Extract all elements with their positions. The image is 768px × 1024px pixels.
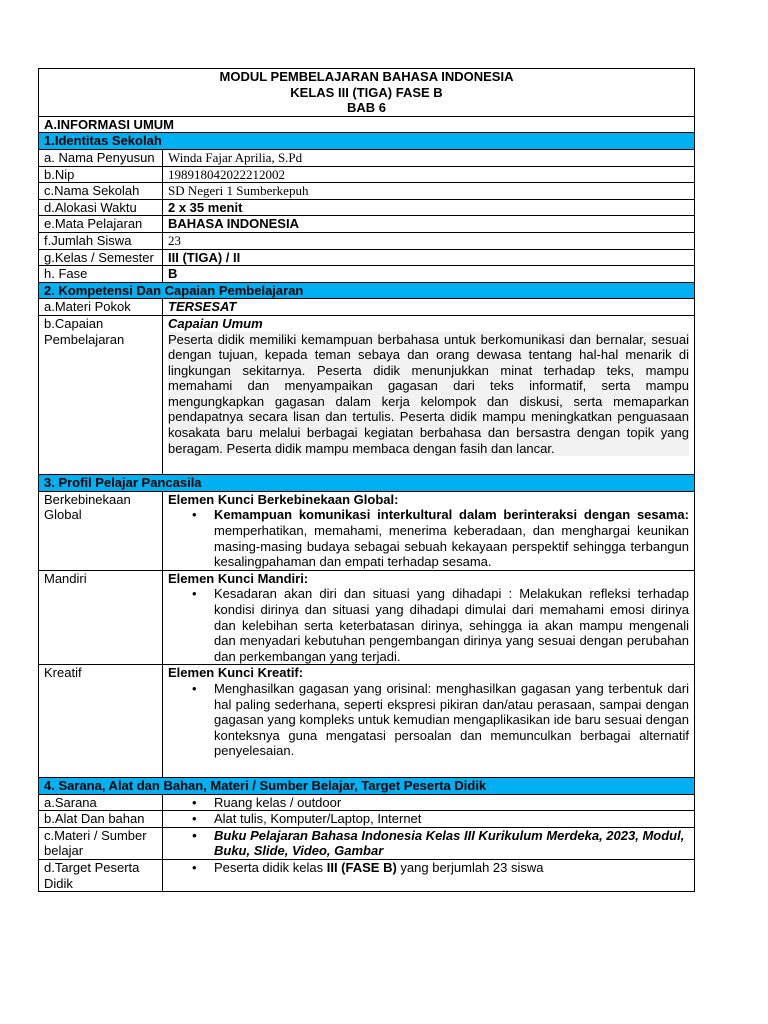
row-alat-bahan (39, 811, 695, 828)
field-label: d.Target Peserta Didik (39, 859, 163, 891)
field-value: BAHASA INDONESIA (163, 216, 695, 233)
field-label: Berkebinekaan Global (39, 491, 163, 570)
section-sarana (39, 777, 695, 794)
section-kompetensi (39, 282, 695, 299)
field-value: 2 x 35 menit (163, 199, 695, 216)
field-label: e.Mata Pelajaran (39, 216, 163, 233)
element-heading: Elemen Kunci Berkebinekaan Global: (168, 491, 399, 507)
document-header (39, 69, 695, 117)
field-value: 23 (163, 232, 695, 249)
field-label: f.Jumlah Siswa (39, 232, 163, 249)
row-nama-penyusun (39, 149, 695, 166)
list-item: • Menghasilkan gagasan yang orisinal: menghasilkan gagasan yang terbentuk dari hal paling sederhana, seperti ekspresi pikiran dan/atau perasaan, sampai dengan gagasan yang kompleks untuk kemudian mengaplikasikan ide baru sesuai dengan konteksnya guna mengatasi persoalan dan memunculkan berbagai alternatif penyelesaian. (214, 681, 689, 759)
header-chapter: BAB 6 (346, 100, 386, 116)
header-class: KELAS III (TIGA) FASE B (290, 84, 443, 100)
list-item: • Ruang kelas / outdoor (214, 795, 689, 811)
field-value: SD Negeri 1 Sumberkepuh (163, 183, 695, 200)
field-label: b.Alat Dan bahan (39, 811, 163, 828)
target-class: III (FASE B) (326, 859, 397, 875)
field-value: III (TIGA) / II (163, 249, 695, 266)
section-title: 3. Profil Pelajar Pancasila (39, 475, 695, 492)
bullet-list (168, 681, 689, 759)
field-label: Kreatif (39, 665, 163, 778)
field-label: c.Nama Sekolah (39, 183, 163, 200)
row-berkebinekaan (39, 491, 695, 570)
row-nama-sekolah (39, 183, 695, 200)
element-heading: Elemen Kunci Mandiri: (168, 570, 309, 586)
capaian-heading: Capaian Umum (168, 315, 263, 331)
bullet-list (168, 507, 689, 569)
field-label: a.Materi Pokok (39, 299, 163, 316)
bullet-list (168, 860, 689, 876)
row-kelas-semester (39, 249, 695, 266)
field-label: c.Materi / Sumber belajar (39, 827, 163, 859)
list-item: • Kesadaran akan diri dan situasi yang dihadapi : Melakukan refleksi terhadap kondisi dirinya dan situasi yang dihadapi dimulai dari memahami emosi dirinya dan kelebihan serta keterbatasan dirinya, sehingga ia akan mampu mengenali dan menyadari kebutuhan pengembangan dirinya yang sesuai dengan perubahan dan perkembangan yang terjadi. (214, 586, 689, 664)
section-profil-pelajar (39, 475, 695, 492)
row-mandiri (39, 570, 695, 665)
bullet-bold-text: Kemampuan komunikasi interkultural dalam berinteraksi dengan sesama: (214, 507, 689, 523)
field-label: a.Sarana (39, 794, 163, 811)
row-sarana (39, 794, 695, 811)
element-heading: Elemen Kunci Kreatif: (168, 665, 304, 681)
field-label: d.Alokasi Waktu (39, 199, 163, 216)
header-title: MODUL PEMBELAJARAN BAHASA INDONESIA (219, 69, 514, 84)
module-table (38, 68, 695, 892)
section-title: 4. Sarana, Alat dan Bahan, Materi / Sumber Belajar, Target Peserta Didik (39, 777, 695, 794)
list-item: • Alat tulis, Komputer/Laptop, Internet (214, 811, 689, 827)
field-value: Winda Fajar Aprilia, S.Pd (163, 149, 695, 166)
bullet-list (168, 811, 689, 827)
list-item (214, 860, 689, 876)
field-label: h. Fase (39, 266, 163, 283)
informasi-umum-row (39, 116, 695, 133)
bullet-list (168, 795, 689, 811)
row-capaian-pembelajaran (39, 315, 695, 474)
bullet-list (168, 586, 689, 664)
capaian-text: Peserta didik memiliki kemampuan berbahasa untuk berkomunikasi dan bernalar, sesuai dengan tujuan, kepada teman sebaya dan orang dewasa tentang hal-hal menarik di lingkungan sekitarnya. Peserta didik menunjukkan minat terhadap teks, mampu memahami dan menyampaikan gagasan dari teks informatif, serta mampu mengungkapkan gagasan dalam kerja kelompok dan diskusi, serta memaparkan pendapatnya secara lisan dan tertulis. Peserta didik mampu meningkatkan penguasaan kosakata baru melalui berbagai kegiatan berbahasa dan bersastra dengan topik yang beragam. Peserta didik mampu membaca dengan fasih dan lancar. (168, 331, 689, 456)
list-item: • Buku Pelajaran Bahasa Indonesia Kelas III Kurikulum Merdeka, 2023, Modul, Buku, Slide, Video, Gambar (214, 828, 689, 859)
bullet-list (168, 828, 689, 859)
list-item (214, 507, 689, 569)
field-label: Mandiri (39, 570, 163, 665)
field-label: a. Nama Penyusun (39, 149, 163, 166)
section-title: 1.Identitas Sekolah (39, 133, 695, 150)
row-mata-pelajaran (39, 216, 695, 233)
field-label: g.Kelas / Semester (39, 249, 163, 266)
module-document (38, 68, 694, 892)
informasi-umum-heading: A.INFORMASI UMUM (39, 116, 695, 133)
field-label: b.Nip (39, 166, 163, 183)
row-materi-pokok (39, 299, 695, 316)
section-title: 2. Kompetensi Dan Capaian Pembelajaran (39, 282, 695, 299)
row-jumlah-siswa (39, 232, 695, 249)
field-value: 198918042022212002 (163, 166, 695, 183)
row-alokasi-waktu (39, 199, 695, 216)
field-label: b.Capaian Pembelajaran (39, 315, 163, 474)
target-text: Peserta didik kelas (214, 859, 327, 875)
row-fase (39, 266, 695, 283)
row-materi-sumber (39, 827, 695, 859)
field-value: TERSESAT (163, 299, 695, 316)
target-count: yang berjumlah 23 siswa (396, 859, 544, 875)
field-value: B (163, 266, 695, 283)
bullet-text: memperhatikan, memahami, menerima keberadaan, dan menghargai keunikan masing-masing budaya sebagai sebuah kekayaan perspektif sehingga terbangun kesalingpahaman dan empati terhadap sesama. (214, 523, 689, 570)
row-kreatif (39, 665, 695, 778)
section-identitas-sekolah (39, 133, 695, 150)
row-nip (39, 166, 695, 183)
row-target-peserta (39, 859, 695, 891)
